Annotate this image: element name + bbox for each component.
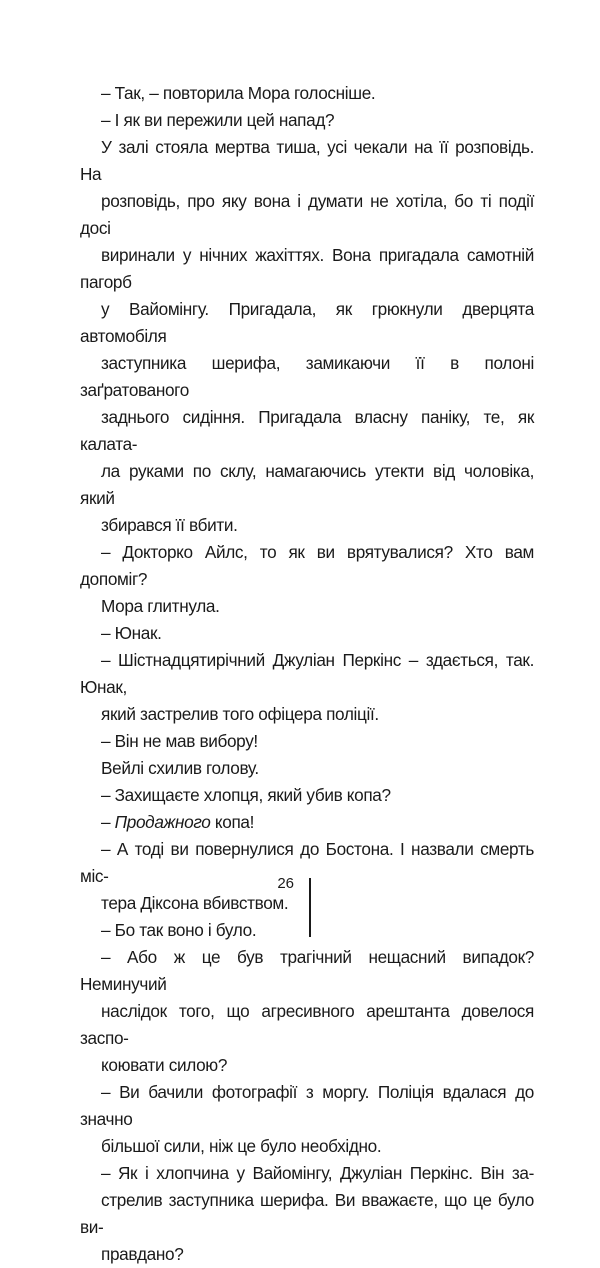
paragraph bbox=[80, 728, 534, 755]
paragraph bbox=[80, 755, 534, 782]
text-line: більшої сили, ніж це було необхідно. bbox=[101, 1136, 382, 1156]
book-page-text bbox=[80, 80, 534, 1268]
paragraph bbox=[80, 1079, 534, 1160]
text-line: виринали у нічних жахіттях. Вона пригадала самотній пагорб bbox=[80, 245, 534, 292]
text-line: – А тоді ви повернулися до Бостона. І назвали смерть міс- bbox=[80, 839, 534, 886]
text-fragment: копа! bbox=[210, 812, 255, 832]
text-line: – Або ж це був трагічний нещасний випадок? Неминучий bbox=[80, 947, 534, 994]
text-line: Вейлі схилив голову. bbox=[101, 758, 259, 778]
text-line: – Захищаєте хлопця, який убив копа? bbox=[101, 785, 391, 805]
paragraph bbox=[80, 134, 534, 539]
text-line: ла руками по склу, намагаючись утекти від чоловіка, який bbox=[80, 461, 534, 508]
paragraph bbox=[80, 782, 534, 809]
text-line: у Вайомінгу. Пригадала, як грюкнули дверцята автомобіля bbox=[80, 299, 534, 346]
text-line: У залі стояла мертва тиша, усі чекали на її розповідь. На bbox=[80, 137, 534, 184]
text-line: – Шістнадцятирічний Джуліан Перкінс – здається, так. Юнак, bbox=[80, 650, 534, 697]
italic-word: Продажного bbox=[114, 812, 211, 832]
text-line: Мора глитнула. bbox=[101, 596, 220, 616]
text-line: який застрелив того офіцера поліції. bbox=[101, 704, 379, 724]
paragraph bbox=[80, 80, 534, 107]
text-line: – Як і хлопчина у Вайомінгу, Джуліан Перкінс. Він за- bbox=[101, 1163, 534, 1183]
text-line: коювати силою? bbox=[101, 1055, 228, 1075]
paragraph bbox=[80, 647, 534, 728]
paragraph bbox=[80, 809, 534, 836]
paragraph bbox=[80, 944, 534, 1079]
paragraph bbox=[80, 539, 534, 593]
text-line: – Юнак. bbox=[101, 623, 162, 643]
text-line: – Ви бачили фотографії з моргу. Поліція вдалася до значно bbox=[80, 1082, 534, 1129]
text-line: – І як ви пережили цей напад? bbox=[101, 110, 335, 130]
dash: – bbox=[101, 812, 115, 832]
paragraph bbox=[80, 593, 534, 620]
paragraph bbox=[80, 107, 534, 134]
text-line: розповідь, про яку вона і думати не хотіла, бо ті події досі bbox=[80, 191, 534, 238]
text-line: стрелив заступника шерифа. Ви вважаєте, що це було ви- bbox=[80, 1190, 534, 1237]
text-line: тера Діксона вбивством. bbox=[101, 893, 289, 913]
text-line: – Він не мав вибору! bbox=[101, 731, 258, 751]
text-line: наслідок того, що агресивного арештанта довелося заспо- bbox=[80, 1001, 534, 1048]
paragraph bbox=[80, 1160, 534, 1268]
page-number: 26 bbox=[277, 875, 294, 892]
text-line: збирався її вбити. bbox=[101, 515, 238, 535]
paragraph bbox=[80, 620, 534, 647]
text-line: заступника шерифа, замикаючи її в полоні заґратованого bbox=[80, 353, 534, 400]
page-footer bbox=[0, 874, 600, 937]
text-line: правдано? bbox=[101, 1244, 184, 1264]
text-line: – Докторко Айлс, то як ви врятувалися? Хто вам допоміг? bbox=[80, 542, 534, 589]
text-line: заднього сидіння. Пригадала власну паніку, те, як калата- bbox=[80, 407, 534, 454]
page-number-rule bbox=[309, 878, 311, 937]
text-line: – Бо так воно і було. bbox=[101, 920, 257, 940]
text-line bbox=[80, 809, 534, 836]
text-line: – Так, – повторила Мора голосніше. bbox=[101, 83, 376, 103]
